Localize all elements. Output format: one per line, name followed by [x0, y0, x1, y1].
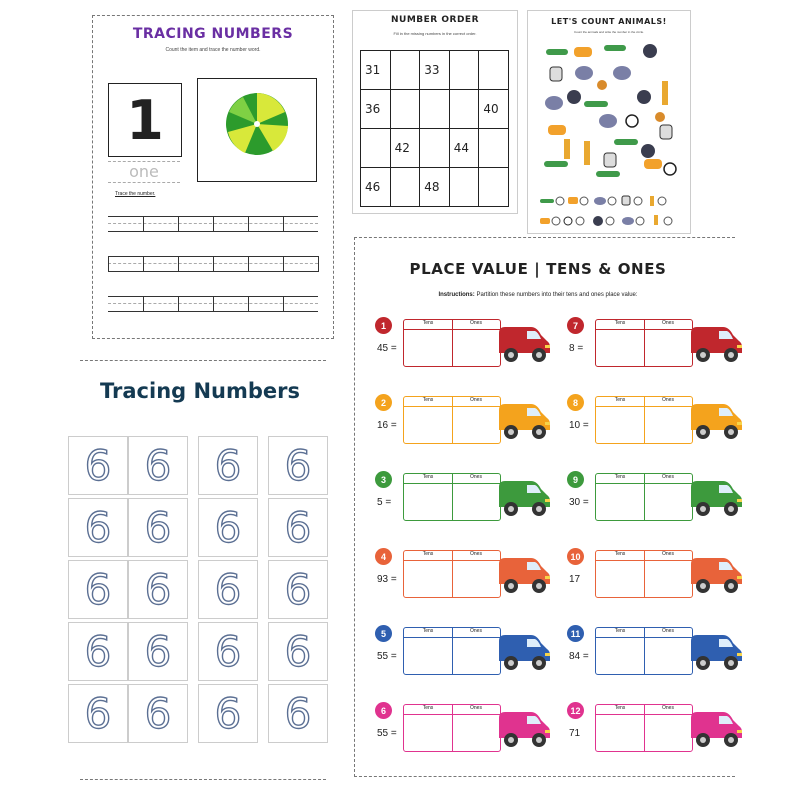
trace-cell: 6 — [68, 560, 128, 619]
item-number-badge: 3 — [375, 471, 392, 488]
trace-cell: 6 — [268, 560, 328, 619]
grid-cell — [450, 51, 480, 90]
item-value: 55 = — [377, 651, 397, 662]
car-icon — [689, 554, 743, 596]
worksheet-title: PLACE VALUE | TENS & ONES — [409, 260, 667, 278]
digit-box: 1 — [108, 83, 182, 157]
worksheet-subtitle: Count the item and trace the number word. — [165, 47, 261, 53]
item-number-badge: 4 — [375, 548, 392, 565]
tens-ones-table — [595, 473, 693, 521]
number-word-trace: one — [108, 161, 180, 183]
grid-cell — [391, 51, 421, 90]
grid-cell — [479, 168, 509, 207]
ones-header: Ones — [470, 628, 482, 634]
tens-ones-table — [595, 319, 693, 367]
item-value: 17 — [569, 574, 581, 585]
trace-cell: 6 — [198, 622, 258, 681]
number-order-worksheet — [352, 10, 518, 214]
trace-cell: 6 — [128, 684, 188, 743]
trace-cell: 6 — [128, 622, 188, 681]
grid-cell: 46 — [361, 168, 391, 207]
place-value-item — [371, 471, 551, 527]
animal-collage — [544, 41, 684, 191]
car-icon — [689, 631, 743, 673]
item-number-badge: 9 — [567, 471, 584, 488]
count-animals-worksheet — [527, 10, 691, 234]
trace-cell: 6 — [68, 684, 128, 743]
tens-ones-table — [403, 550, 501, 598]
worksheet-title: NUMBER ORDER — [391, 15, 479, 25]
place-value-item — [563, 548, 743, 604]
trace-cell: 6 — [268, 622, 328, 681]
worksheet-subtitle: Count the animals and write the number in the circle. — [573, 30, 645, 34]
grid-cell — [391, 90, 421, 129]
grid-cell: 33 — [420, 51, 450, 90]
tens-ones-table — [403, 396, 501, 444]
place-value-item — [371, 394, 551, 450]
ones-header: Ones — [470, 474, 482, 480]
tens-ones-table — [595, 396, 693, 444]
place-value-item — [563, 702, 743, 758]
worksheet-title: LET'S COUNT ANIMALS! — [551, 17, 667, 26]
car-icon — [497, 323, 551, 365]
item-number-badge: 11 — [567, 625, 584, 642]
ones-header: Ones — [662, 320, 674, 326]
car-icon — [689, 477, 743, 519]
place-value-item — [563, 471, 743, 527]
worksheet-title: Tracing Numbers — [100, 379, 301, 403]
grid-cell — [391, 168, 421, 207]
item-value: 8 = — [569, 343, 584, 354]
place-value-item — [371, 625, 551, 681]
place-value-item — [563, 317, 743, 373]
item-value: 84 = — [569, 651, 589, 662]
tens-ones-table — [595, 704, 693, 752]
ones-header: Ones — [662, 705, 674, 711]
ones-header: Ones — [470, 397, 482, 403]
worksheet-subtitle: Fill in the missing numbers in the correct order. — [393, 31, 477, 36]
ones-header: Ones — [662, 551, 674, 557]
item-number-badge: 10 — [567, 548, 584, 565]
item-value: 45 = — [377, 343, 397, 354]
grid-cell — [420, 90, 450, 129]
item-number-badge: 2 — [375, 394, 392, 411]
crocodile-icon — [544, 45, 638, 177]
tens-header: Tens — [614, 551, 626, 557]
item-value: 71 — [569, 728, 581, 739]
item-number-badge: 5 — [375, 625, 392, 642]
car-icon — [497, 554, 551, 596]
grid-cell — [450, 90, 480, 129]
worksheet-title: TRACING NUMBERS — [132, 26, 294, 42]
trace-line — [108, 256, 318, 272]
car-icon — [689, 708, 743, 750]
tens-header: Tens — [422, 705, 434, 711]
tens-header: Tens — [422, 397, 434, 403]
trace-line — [108, 216, 318, 232]
tens-header: Tens — [614, 705, 626, 711]
place-value-item — [371, 548, 551, 604]
trace-cell: 6 — [198, 436, 258, 495]
car-icon — [497, 708, 551, 750]
item-number-badge: 6 — [375, 702, 392, 719]
ones-header: Ones — [470, 705, 482, 711]
tens-ones-table — [403, 627, 501, 675]
place-value-item — [371, 317, 551, 373]
tens-header: Tens — [614, 474, 626, 480]
car-icon — [689, 323, 743, 365]
tens-ones-table — [403, 704, 501, 752]
tens-header: Tens — [422, 474, 434, 480]
tens-header: Tens — [614, 628, 626, 634]
ones-header: Ones — [662, 628, 674, 634]
trace-cell: 6 — [268, 436, 328, 495]
item-value: 55 = — [377, 728, 397, 739]
grid-cell: 44 — [450, 129, 480, 168]
trace-cell: 6 — [128, 560, 188, 619]
ones-header: Ones — [662, 397, 674, 403]
tracing-numbers-worksheet — [92, 15, 334, 339]
gorilla-icon — [567, 44, 657, 158]
car-icon — [497, 400, 551, 442]
trace-line — [108, 296, 318, 312]
tens-header: Tens — [422, 628, 434, 634]
grid-cell: 40 — [479, 90, 509, 129]
tracing-six-worksheet — [80, 360, 326, 780]
beach-ball-icon — [225, 92, 289, 156]
grid-cell — [450, 168, 480, 207]
count-icons — [538, 194, 683, 230]
item-value: 16 = — [377, 420, 397, 431]
place-value-item — [563, 625, 743, 681]
tens-ones-table — [595, 550, 693, 598]
trace-cell: 6 — [268, 498, 328, 557]
ones-header: Ones — [662, 474, 674, 480]
grid-cell: 36 — [361, 90, 391, 129]
trace-instruction: Trace the number. — [115, 191, 156, 197]
place-value-item — [371, 702, 551, 758]
grid-cell: 48 — [420, 168, 450, 207]
grid-cell — [420, 129, 450, 168]
trace-cell: 6 — [128, 498, 188, 557]
tens-header: Tens — [614, 397, 626, 403]
grid-cell: 42 — [391, 129, 421, 168]
grid-cell — [479, 51, 509, 90]
trace-cell: 6 — [68, 622, 128, 681]
trace-cell: 6 — [198, 498, 258, 557]
car-icon — [497, 477, 551, 519]
trace-cell: 6 — [68, 436, 128, 495]
grid-cell — [361, 129, 391, 168]
trace-grid — [80, 436, 326, 742]
tens-header: Tens — [422, 551, 434, 557]
tens-header: Tens — [422, 320, 434, 326]
ones-header: Ones — [470, 551, 482, 557]
item-value: 5 = — [377, 497, 392, 508]
item-value: 93 = — [377, 574, 397, 585]
tens-ones-table — [595, 627, 693, 675]
count-answer-row — [538, 194, 683, 230]
item-number-badge: 7 — [567, 317, 584, 334]
item-number-badge: 1 — [375, 317, 392, 334]
tens-header: Tens — [614, 320, 626, 326]
picture-box — [197, 78, 317, 182]
trace-cell: 6 — [198, 560, 258, 619]
ones-header: Ones — [470, 320, 482, 326]
trace-cell: 6 — [128, 436, 188, 495]
grid-cell — [479, 129, 509, 168]
item-number-badge: 12 — [567, 702, 584, 719]
place-value-worksheet — [354, 237, 735, 777]
place-value-item — [563, 394, 743, 450]
tens-ones-table — [403, 319, 501, 367]
item-value: 10 = — [569, 420, 589, 431]
trace-cell: 6 — [68, 498, 128, 557]
trace-cell: 6 — [198, 684, 258, 743]
grid-cell: 31 — [361, 51, 391, 90]
worksheet-instructions: Instructions: Partition these numbers into their tens and ones place value: — [438, 292, 638, 298]
car-icon — [497, 631, 551, 673]
number-grid — [360, 50, 509, 207]
item-value: 30 = — [569, 497, 589, 508]
car-icon — [689, 400, 743, 442]
trace-cell: 6 — [268, 684, 328, 743]
tens-ones-table — [403, 473, 501, 521]
item-number-badge: 8 — [567, 394, 584, 411]
